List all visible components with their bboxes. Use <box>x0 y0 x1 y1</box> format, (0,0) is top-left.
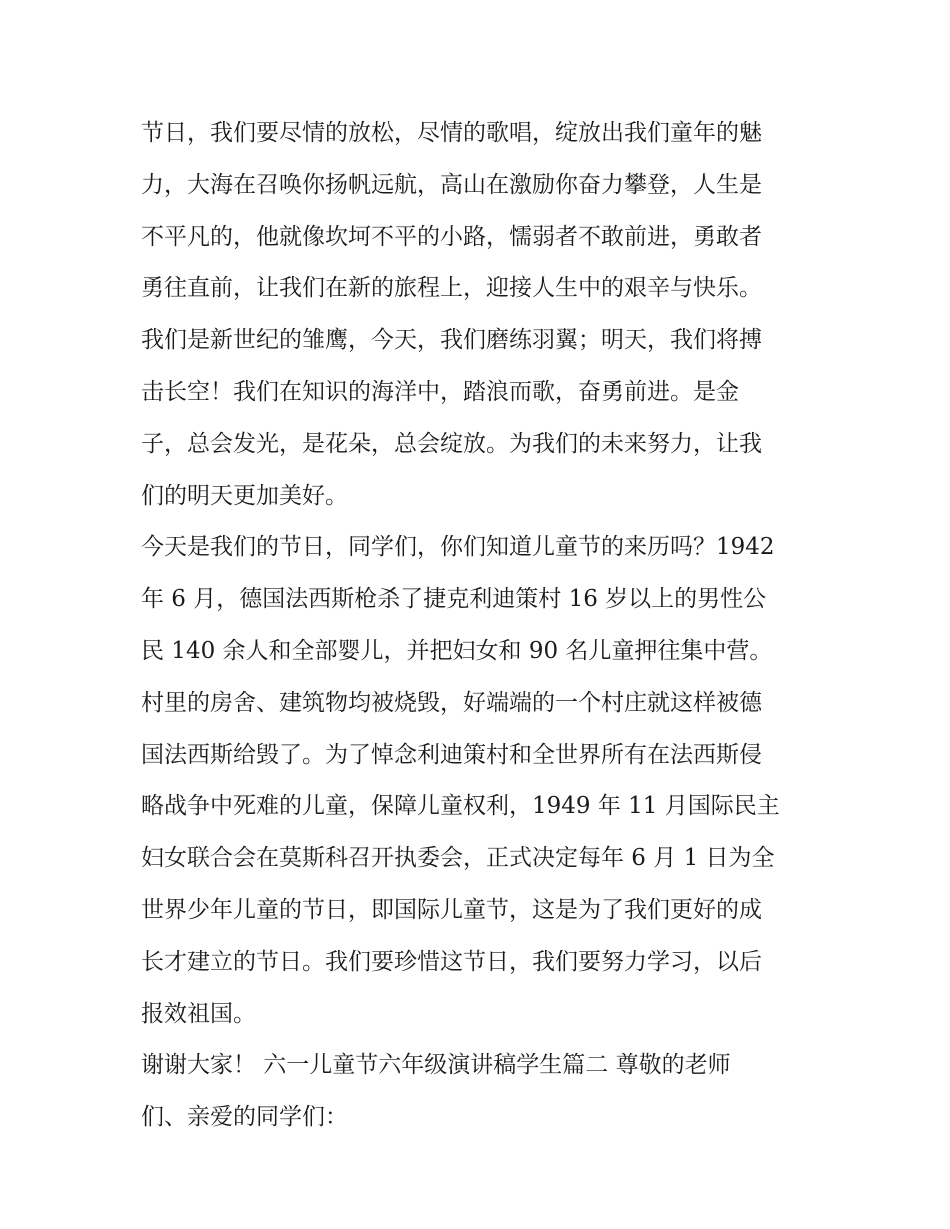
text-line: 村里的房舍、建筑物均被烧毁，好端端的一个村庄就这样被德 <box>141 689 762 716</box>
text-line: 勇往直前，让我们在新的旅程上，迎接人生中的艰辛与快乐。 <box>141 275 762 302</box>
text-line: 谢谢大家！ 六一儿童节六年级演讲稿学生篇二 尊敬的老师 <box>141 1052 731 1079</box>
text-line: 国法西斯给毁了。为了悼念利迪策村和全世界所有在法西斯侵 <box>141 741 762 768</box>
text-line: 节日，我们要尽情的放松，尽情的歌唱，绽放出我们童年的魅 <box>141 120 762 146</box>
text-line: 报效祖国。 <box>141 1000 256 1027</box>
text-line: 长才建立的节日。我们要珍惜这节日，我们要努力学习，以后 <box>141 948 762 975</box>
text-line: 今天是我们的节日，同学们，你们知道儿童节的来历吗？1942 <box>141 534 775 561</box>
text-line: 略战争中死难的儿童，保障儿童权利，1949 年 11 月国际民主 <box>141 793 780 820</box>
text-line: 民 140 余人和全部婴儿，并把妇女和 90 名儿童押往集中营。 <box>141 637 773 664</box>
text-line: 我们是新世纪的雏鹰，今天，我们磨练羽翼；明天，我们将搏 <box>141 327 762 354</box>
text-line: 妇女联合会在莫斯科召开执委会，正式决定每年 6 月 1 日为全 <box>141 845 775 872</box>
text-line: 世界少年儿童的节日，即国际儿童节，这是为了我们更好的成 <box>141 896 762 923</box>
text-line: 子，总会发光，是花朵，总会绽放。为我们的未来努力，让我 <box>141 430 762 457</box>
body-text <box>141 108 816 1144</box>
text-line: 年 6 月，德国法西斯枪杀了捷克利迪策村 16 岁以上的男性公 <box>141 586 767 613</box>
text-line: 们、亲爱的同学们： <box>141 1104 348 1131</box>
text-line: 力，大海在召唤你扬帆远航，高山在激励你奋力攀登，人生是 <box>141 171 762 198</box>
text-line: 击长空！我们在知识的海洋中，踏浪而歌，奋勇前进。是金 <box>141 378 739 405</box>
text-line: 不平凡的，他就像坎坷不平的小路，懦弱者不敢前进，勇敢者 <box>141 223 762 250</box>
text-line: 们的明天更加美好。 <box>141 482 348 509</box>
